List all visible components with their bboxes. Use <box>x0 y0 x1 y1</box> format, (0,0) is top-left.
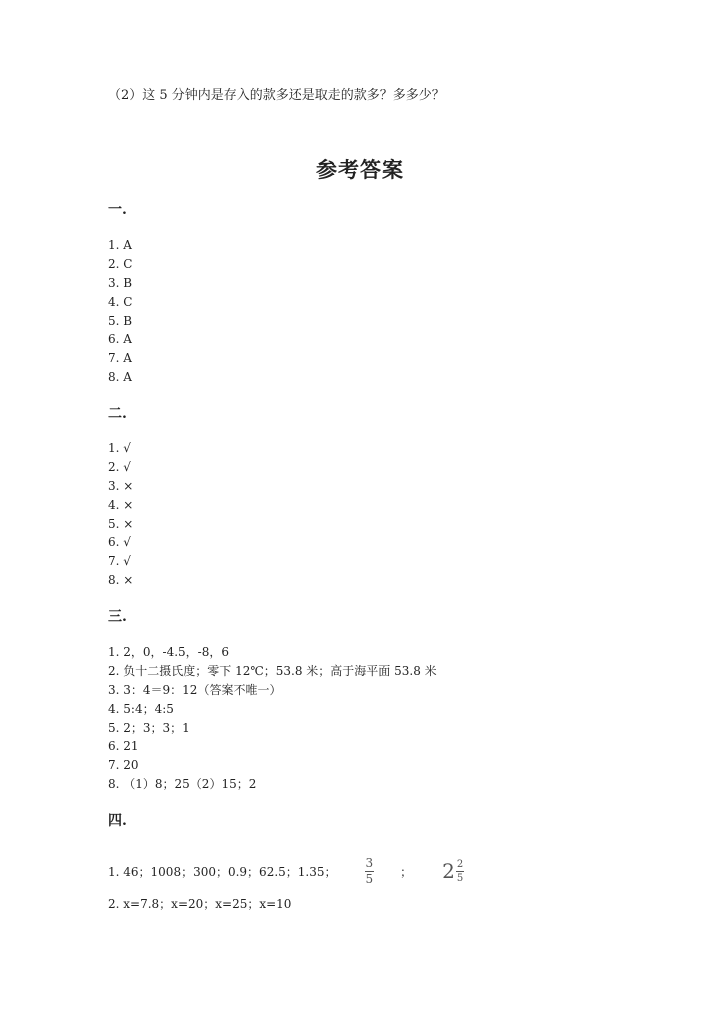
answer-title: 参考答案 <box>316 157 404 182</box>
list-item: 7. 20 <box>108 758 139 773</box>
list-item: 4. 5:4；4:5 <box>108 701 174 716</box>
list-item: 3. × <box>108 478 134 493</box>
fraction-three-fifths <box>365 857 375 886</box>
mixed-denominator: 5 <box>456 872 464 884</box>
list-item: 5. 2；3；3；1 <box>108 720 190 735</box>
section-4-answer-2: 2. x=7.8；x=20；x=25；x=10 <box>108 897 292 911</box>
list-item: 6. 21 <box>108 739 139 754</box>
section-3-heading: 三. <box>108 609 127 625</box>
list-item: 4. C <box>108 294 133 309</box>
mixed-number <box>442 859 464 884</box>
mixed-whole: 2 <box>442 859 455 883</box>
list-item: 4. × <box>108 497 134 512</box>
section-2-answers <box>108 439 133 590</box>
list-item: 3. 3：4＝9：12（答案不唯一） <box>108 682 282 697</box>
list-item: 8. A <box>108 370 132 385</box>
section-3-answers <box>108 643 437 794</box>
answer-1-text: 1. 46；1008；300；0.9；62.5；1.35； <box>108 864 337 879</box>
list-item: 5. B <box>108 313 133 328</box>
section-1-heading: 一. <box>108 202 127 218</box>
list-item: 1. √ <box>108 441 131 455</box>
fraction-numerator: 3 <box>365 855 374 870</box>
list-item: 5. × <box>108 516 134 531</box>
list-item: 2. √ <box>108 459 131 474</box>
mixed-fraction <box>456 859 464 884</box>
list-item: 1. 2，0，-4.5，-8，6 <box>108 645 229 659</box>
question-text: （2）这 5 分钟内是存入的款多还是取走的款多？多多少？ <box>108 88 445 103</box>
list-item: 2. 负十二摄氏度；零下 12℃；53.8 米；高于海平面 53.8 米 <box>108 663 437 678</box>
list-item: 1. A <box>108 238 132 252</box>
answer-separator: ； <box>400 864 413 879</box>
list-item: 8. × <box>108 573 134 588</box>
mixed-numerator: 2 <box>456 858 464 870</box>
list-item: 2. C <box>108 256 133 271</box>
section-1-answers <box>108 236 132 387</box>
list-item: 3. B <box>108 275 133 290</box>
list-item: 8. （1）8；25（2）15；2 <box>108 777 257 792</box>
section-2-heading: 二. <box>108 406 127 422</box>
list-item: 7. A <box>108 351 132 366</box>
section-4-answer-1 <box>108 856 464 886</box>
list-item: 6. A <box>108 332 132 347</box>
section-4-heading: 四. <box>108 813 127 829</box>
fraction-denominator: 5 <box>365 871 374 886</box>
list-item: 7. √ <box>108 554 131 569</box>
list-item: 6. √ <box>108 535 131 550</box>
